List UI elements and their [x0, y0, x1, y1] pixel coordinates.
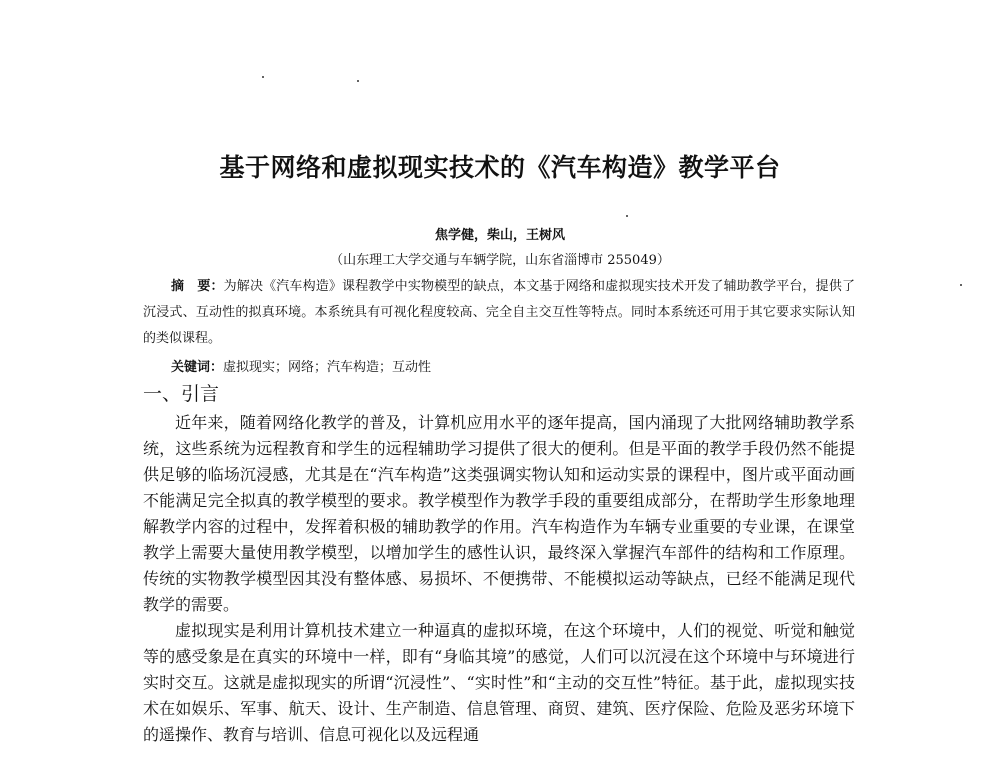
- abstract-label: 摘 要：: [171, 279, 224, 294]
- keywords: [171, 356, 855, 375]
- section-heading: 一、引言: [143, 383, 220, 405]
- paper-title: 基于网络和虚拟现实技术的《汽车构造》教学平台: [219, 153, 781, 182]
- scan-speck: [262, 76, 264, 78]
- paper-affiliation: （山东理工大学交通与车辆学院，山东省淄博市 255049）: [330, 253, 670, 268]
- section-body: [143, 410, 855, 748]
- scan-speck: [357, 80, 359, 82]
- body-paragraph: 虚拟现实是利用计算机技术建立一种逼真的虚拟环境，在这个环境中，人们的视觉、听觉和触觉等的感受象是在真实的环境中一样，即有“身临其境”的感觉，人们可以沉浸在这个环境中与环境进行实时交互。这就是虚拟现实的所谓“沉浸性”、“实时性”和“主动的交互性”特征。基于此，虚拟现实技术在如娱乐、军事、航天、设计、生产制造、信息管理、商贸、建筑、医疗保险、危险及恶劣环境下的遥操作、教育与培训、信息可视化以及远程通: [143, 621, 855, 744]
- body-paragraph: 近年来，随着网络化教学的普及，计算机应用水平的逐年提高，国内涌现了大批网络辅助教学系统，这些系统为远程教育和学生的远程辅助学习提供了很大的便利。但是平面的教学手段仍然不能提供足够的临场沉浸感，尤其是在“汽车构造”这类强调实物认知和运动实景的课程中，图片或平面动画不能满足完全拟真的教学模型的要求。教学模型作为教学手段的重要组成部分，在帮助学生形象地理解教学内容的过程中，发挥着积极的辅助教学的作用。汽车构造作为车辆专业重要的专业课，在课堂教学上需要大量使用教学模型，以增加学生的感性认识，最终深入掌握汽车部件的结构和工作原理。传统的实物教学模型因其没有整体感、易损坏、不便携带、不能模拟运动等缺点，已经不能满足现代教学的需要。: [143, 413, 855, 614]
- scan-speck: [626, 215, 628, 217]
- abstract-text: 为解决《汽车构造》课程教学中实物模型的缺点，本文基于网络和虚拟现实技术开发了辅助教学平台，提供了沉浸式、互动性的拟真环境。本系统具有可视化程度较高、完全自主交互性等特点。同时本系统还可用于其它要求实际认知的类似课程。: [143, 279, 855, 346]
- abstract: [143, 274, 855, 352]
- keywords-label: 关键词：: [171, 360, 224, 375]
- scan-speck: [960, 284, 962, 286]
- paper-authors: 焦学健，柴山，王树风: [434, 228, 565, 243]
- keywords-text: 虚拟现实；网络；汽车构造；互动性: [223, 360, 432, 375]
